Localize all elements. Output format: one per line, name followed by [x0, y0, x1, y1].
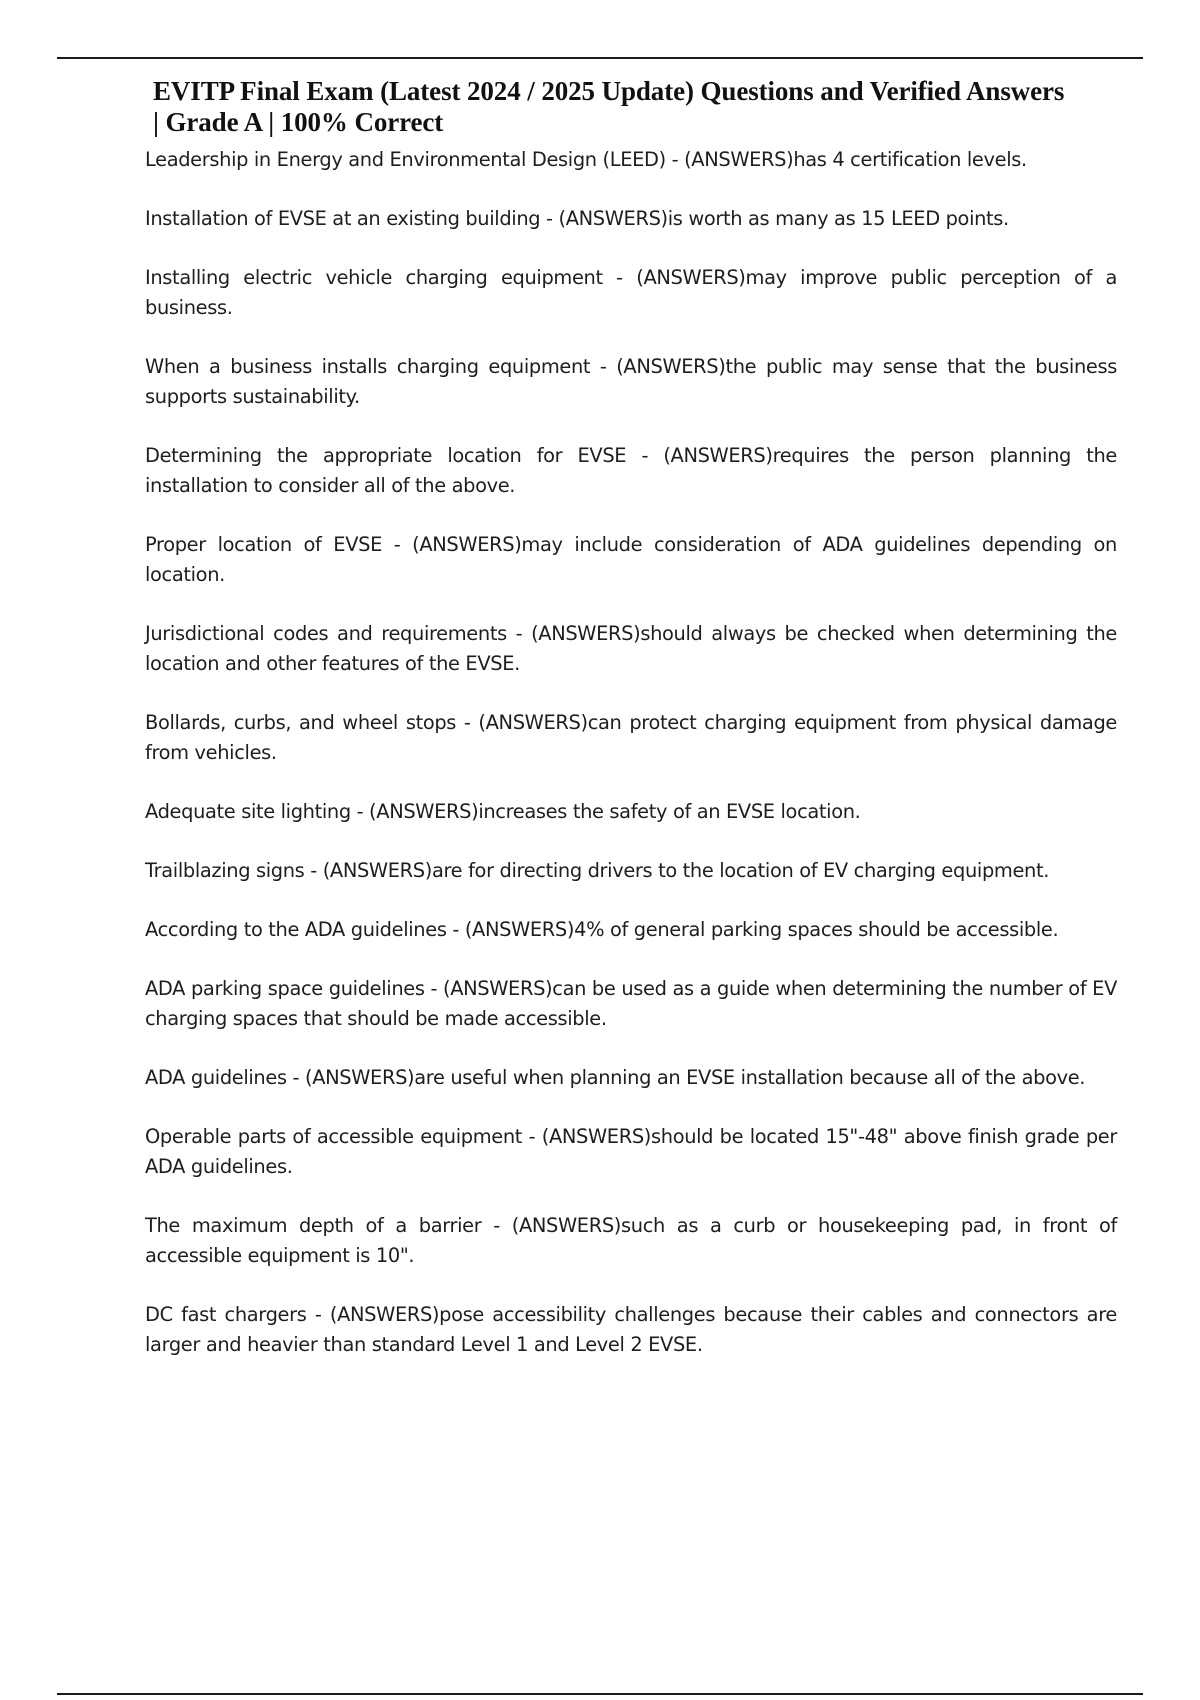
- document-title-line-1: EVITP Final Exam (Latest 2024 / 2025 Update) Questions and Verified Answers: [153, 76, 1065, 106]
- qa-item: Trailblazing signs - (ANSWERS)are for directing drivers to the location of EV charging equipment.: [145, 859, 1050, 882]
- qa-item: According to the ADA guidelines - (ANSWERS)4% of general parking spaces should be accessible.: [145, 918, 1059, 941]
- qa-item: When a business installs charging equipment - (ANSWERS)the public may sense that the business supports sustainability.: [145, 355, 1117, 408]
- document-body: [145, 72, 1117, 1360]
- qa-item: ADA guidelines - (ANSWERS)are useful when planning an EVSE installation because all of the above.: [145, 1066, 1086, 1089]
- qa-item: ADA parking space guidelines - (ANSWERS)can be used as a guide when determining the number of EV charging spaces that should be made accessible.: [145, 977, 1117, 1030]
- qa-item: Installing electric vehicle charging equipment - (ANSWERS)may improve public perception of a business.: [145, 266, 1117, 319]
- qa-item: Adequate site lighting - (ANSWERS)increases the safety of an EVSE location.: [145, 800, 861, 823]
- document-title-line-2: | Grade A | 100% Correct: [153, 107, 444, 137]
- qa-item: Leadership in Energy and Environmental Design (LEED) - (ANSWERS)has 4 certification levels.: [145, 148, 1027, 171]
- qa-item: Jurisdictional codes and requirements - (ANSWERS)should always be checked when determining the location and other features of the EVSE.: [145, 622, 1117, 675]
- qa-item: Operable parts of accessible equipment - (ANSWERS)should be located 15"-48" above finish grade per ADA guidelines.: [145, 1125, 1117, 1178]
- qa-item: DC fast chargers - (ANSWERS)pose accessibility challenges because their cables and connectors are larger and heavier than standard Level 1 and Level 2 EVSE.: [145, 1303, 1117, 1356]
- qa-item: Proper location of EVSE - (ANSWERS)may include consideration of ADA guidelines depending on location.: [145, 533, 1117, 586]
- qa-list: [145, 145, 1117, 1360]
- qa-item: Installation of EVSE at an existing building - (ANSWERS)is worth as many as 15 LEED points.: [145, 207, 1009, 230]
- document-title: [145, 76, 1117, 138]
- qa-item: Bollards, curbs, and wheel stops - (ANSWERS)can protect charging equipment from physical damage from vehicles.: [145, 711, 1117, 764]
- bottom-divider: [57, 1693, 1143, 1695]
- qa-item: The maximum depth of a barrier - (ANSWERS)such as a curb or housekeeping pad, in front of accessible equipment is 10".: [145, 1214, 1117, 1267]
- qa-item: Determining the appropriate location for EVSE - (ANSWERS)requires the person planning the installation to consider all of the above.: [145, 444, 1117, 497]
- top-divider: [57, 57, 1143, 59]
